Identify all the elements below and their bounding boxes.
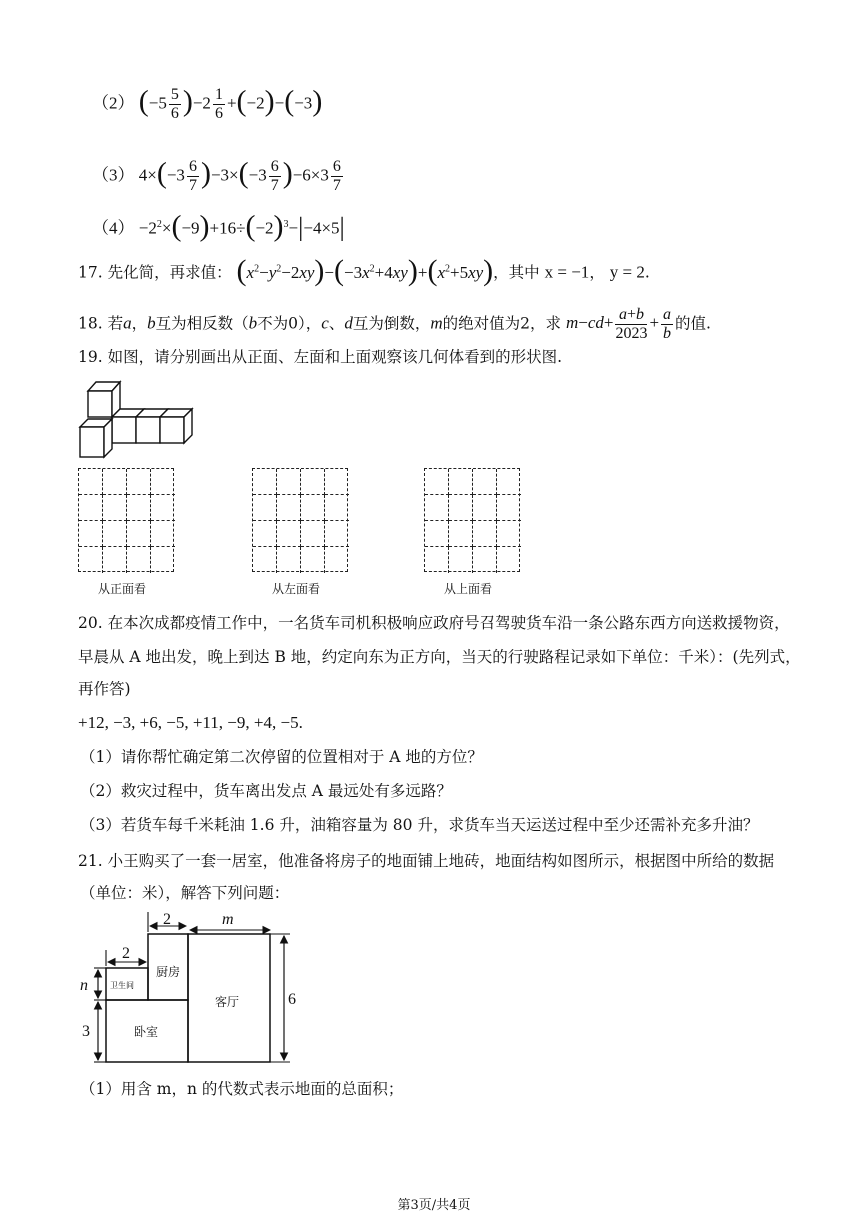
problem-text-line1: 在本次成都疫情工作中，一名货车司机积极响应政府号召驾驶货车沿一条公路东西方向送救援物资， xyxy=(107,614,790,632)
grid-cell xyxy=(103,547,127,573)
y-value: y = 2 xyxy=(609,262,645,282)
room-kitchen: 厨房 xyxy=(156,965,181,979)
dim-n: n xyxy=(80,977,88,994)
text-f: 的值. xyxy=(675,314,711,333)
dim-6: 6 xyxy=(288,991,296,1008)
text-b: 互为相反数（ xyxy=(155,314,249,333)
problem-16-part-4: $(4) -2^2\times(-9)+16\div(-2)^3-|-4\times 5|$ xyxy=(92,209,345,243)
caption-left-view: 从左面看 xyxy=(272,582,321,596)
problem-19 xyxy=(78,346,562,368)
grid-cell xyxy=(79,495,103,521)
dim-m: m xyxy=(222,911,234,928)
grid-cell xyxy=(127,521,151,547)
grid-cell xyxy=(79,547,103,573)
question-3: （3）若货车每千米耗油 1.6 升，油箱容量为 80 升，求货车当天运送过程中至少还需补充多升油？ xyxy=(80,816,759,834)
text-c: 不为0）， xyxy=(257,314,322,333)
grid-cell xyxy=(277,469,301,495)
room-bathroom: 卫生间 xyxy=(110,981,134,990)
problem-number: 18. xyxy=(78,314,103,333)
caption-front-view: 从正面看 xyxy=(98,582,147,596)
problem-number: 20. xyxy=(78,614,103,632)
grid-cell xyxy=(425,469,449,495)
grid-cell xyxy=(103,469,127,495)
grid-cell xyxy=(325,469,349,495)
problem-number: 19. xyxy=(78,348,103,366)
grid-cell xyxy=(79,469,103,495)
problem-20 xyxy=(78,612,790,634)
problem-text: 先化简，再求值： xyxy=(107,263,232,282)
text-d: 互为倒数， xyxy=(352,314,431,333)
grid-left-view xyxy=(252,468,348,572)
problem-16-part-2: （2） (−5 $\frac{5}{6}$ )−2 $\frac{1}{6}$ +(−2)−(−3) xyxy=(92,84,323,122)
grid-cell xyxy=(127,547,151,573)
problem-text-line2: （单位：米），解答下列问题： xyxy=(80,884,290,902)
grid-cell xyxy=(103,521,127,547)
grid-cell xyxy=(277,521,301,547)
cube-solid-figure xyxy=(76,376,202,462)
grid-cell xyxy=(301,521,325,547)
grid-cell xyxy=(277,547,301,573)
grid-cell xyxy=(79,521,103,547)
grid-cell xyxy=(301,547,325,573)
room-bedroom: 卧室 xyxy=(134,1025,159,1039)
grid-cell xyxy=(151,495,175,521)
page-footer: 第3页/共4页 xyxy=(397,1198,471,1213)
grid-cell xyxy=(253,495,277,521)
problem-17: 17. 先化简，再求值： $(x^2-y^2-2xy)-(-3x^2+4xy)+(x^2+5xy)$，其中 x = −1， y = 2. xyxy=(78,253,650,287)
grid-cell xyxy=(425,495,449,521)
grid-cell xyxy=(301,469,325,495)
problem-number: 17. xyxy=(78,263,103,282)
part-label: （3） xyxy=(92,165,135,185)
text-a: 若 xyxy=(107,314,124,333)
grid-cell xyxy=(473,547,497,573)
problem-text-line1: 小王购买了一套一居室，他准备将房子的地面铺上地砖，地面结构如图所示，根据图中所给的数据 xyxy=(107,852,775,870)
problem-18: 18. 若a，b互为相反数（b不为0），c、d互为倒数，m的绝对值为2，求 m−cd+ $\frac{a+b}{2023}$ + $\frac{a}{b}$ 的值. xyxy=(78,306,711,342)
dim-3: 3 xyxy=(82,1023,90,1040)
grid-cell xyxy=(325,521,349,547)
x-value: x = −1 xyxy=(544,262,590,282)
grid-cell xyxy=(473,469,497,495)
question-2: （2）救灾过程中，货车离出发点 A 最远处有多远路？ xyxy=(80,782,452,800)
dim-top-2: 2 xyxy=(163,911,171,928)
grid-cell xyxy=(253,547,277,573)
problem-text-line3: 再作答) xyxy=(78,680,131,698)
caption-top-view: 从上面看 xyxy=(444,582,493,596)
grid-cell xyxy=(151,521,175,547)
grid-cell xyxy=(497,469,521,495)
dim-left-2: 2 xyxy=(122,945,130,962)
text-e: 的绝对值为2，求 xyxy=(442,314,561,333)
grid-cell xyxy=(497,521,521,547)
part-label: （2） xyxy=(92,93,135,113)
grid-cell xyxy=(127,495,151,521)
problem-16-part-3: （3） 4×(−3 $\frac{6}{7}$ )−3×(−3 $\frac{6}{7}$ )−6×3 $\frac{6}{7}$ xyxy=(92,156,341,194)
grid-top-view xyxy=(424,468,520,572)
problem-text-line2: 早晨从 A 地出发，晚上到达 B 地，约定向东为正方向，当天的行驶路程记录如下单位：千米）：(先列式， xyxy=(78,648,801,666)
question-1: （1）请你帮忙确定第二次停留的位置相对于 A 地的方位？ xyxy=(80,748,483,766)
grid-cell xyxy=(253,469,277,495)
grid-cell xyxy=(497,495,521,521)
grid-cell xyxy=(473,521,497,547)
grid-cell xyxy=(425,521,449,547)
grid-front-view xyxy=(78,468,174,572)
grid-cell xyxy=(277,495,301,521)
room-living: 客厅 xyxy=(215,995,240,1009)
grid-cell xyxy=(449,547,473,573)
grid-cell xyxy=(449,521,473,547)
grid-cell xyxy=(325,495,349,521)
distance-record: +12, −3, +6, −5, +11, −9, +4, −5. xyxy=(78,713,303,732)
grid-cell xyxy=(151,469,175,495)
question-1: （1）用含 m，n 的代数式表示地面的总面积； xyxy=(80,1080,404,1098)
where-text: ，其中 xyxy=(493,263,540,282)
grid-cell xyxy=(449,469,473,495)
grid-cell xyxy=(127,469,151,495)
grid-cell xyxy=(473,495,497,521)
grid-cell xyxy=(449,495,473,521)
grid-cell xyxy=(301,495,325,521)
grid-cell xyxy=(103,495,127,521)
problem-text: 如图，请分别画出从正面、左面和上面观察该几何体看到的形状图. xyxy=(107,348,563,366)
grid-cell xyxy=(425,547,449,573)
grid-cell xyxy=(253,521,277,547)
problem-21 xyxy=(78,850,774,872)
problem-number: 21. xyxy=(78,852,103,870)
part-label: （4） xyxy=(92,218,135,238)
floor-plan xyxy=(76,906,306,1066)
